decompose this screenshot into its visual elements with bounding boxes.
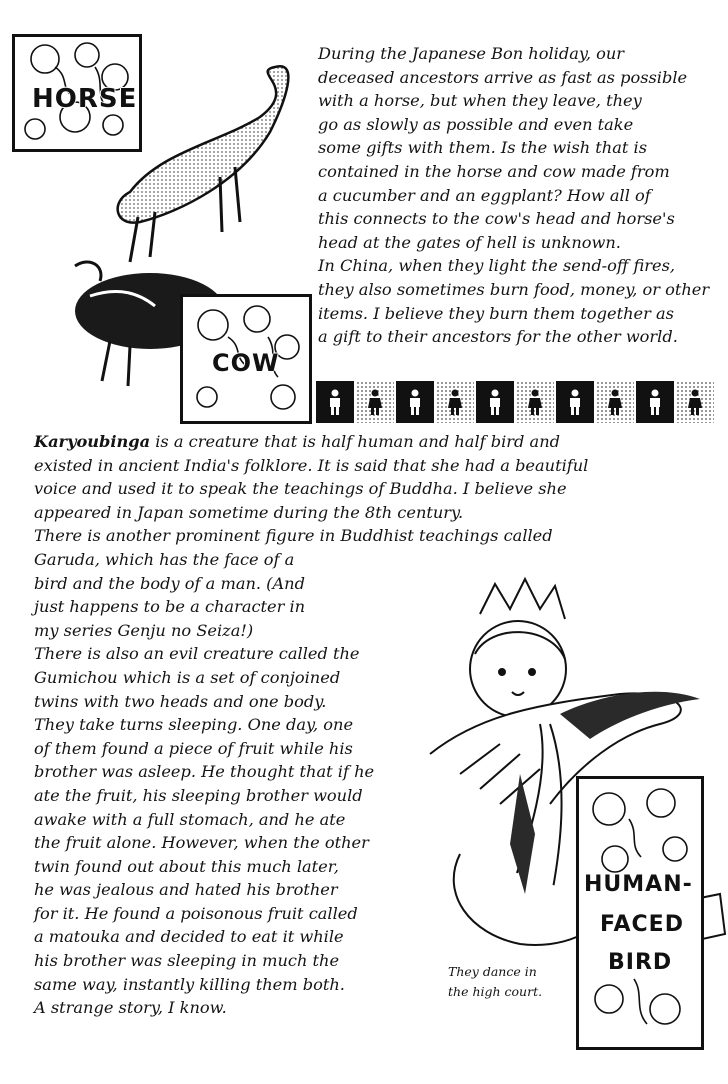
horse-label: HORSE bbox=[32, 84, 138, 114]
female-icon bbox=[686, 389, 704, 415]
female-icon bbox=[606, 389, 624, 415]
text-line: my series Genju no Seiza!) bbox=[34, 620, 254, 640]
bird-label-line-2: FACED bbox=[600, 912, 684, 937]
male-icon bbox=[407, 389, 423, 415]
caption-line: the high court. bbox=[448, 984, 543, 999]
text-line: Gumichou which is a set of conjoined bbox=[34, 667, 341, 687]
text-line: the fruit alone. However, when the other bbox=[34, 833, 369, 853]
female-icon bbox=[446, 389, 464, 415]
text-line: ate the fruit, his sleeping brother would bbox=[34, 785, 363, 805]
keyword: Karyoubinga bbox=[34, 432, 151, 451]
strip-cell bbox=[556, 381, 594, 423]
male-icon bbox=[567, 389, 583, 415]
text-line: During the Japanese Bon holiday, our bbox=[318, 44, 625, 63]
text-line: There is also an evil creature called the bbox=[34, 644, 360, 664]
cow-label: COW bbox=[212, 349, 280, 377]
text-line: bird and the body of a man. (And bbox=[34, 573, 305, 593]
text-line: A strange story, I know. bbox=[34, 998, 227, 1018]
text-line: he was jealous and hated his brother bbox=[34, 880, 338, 900]
male-icon bbox=[487, 389, 503, 415]
text-line: a gift to their ancestors for the other world. bbox=[318, 327, 678, 347]
text-line: They take turns sleeping. One day, one bbox=[34, 715, 354, 735]
text-line: voice and used it to speak the teachings of Buddha. I believe she bbox=[34, 479, 567, 499]
text-line: appeared in Japan sometime during the 8th century. bbox=[34, 502, 464, 522]
text-line: awake with a full stomach, and he ate bbox=[34, 809, 346, 829]
text-line: his brother was sleeping in much the bbox=[34, 951, 340, 971]
icon-strip-divider bbox=[316, 381, 720, 423]
text-line: existed in ancient India's folklore. It is said that she had a beautiful bbox=[34, 455, 589, 475]
text-line: items. I believe they burn them together as bbox=[318, 303, 674, 323]
strip-cell bbox=[596, 381, 634, 423]
text-line: of them found a piece of fruit while his bbox=[34, 738, 353, 758]
text-line: they also sometimes burn food, money, or other bbox=[318, 279, 710, 299]
strip-cell bbox=[636, 381, 674, 423]
bird-label-line-1: HUMAN- bbox=[584, 872, 693, 897]
bird-label-line-3: BIRD bbox=[608, 950, 673, 975]
caption-line: They dance in bbox=[448, 964, 537, 979]
text-line: same way, instantly killing them both. bbox=[34, 974, 345, 994]
text-line: a cucumber and an eggplant? How all of bbox=[318, 185, 651, 205]
female-icon bbox=[366, 389, 384, 415]
text-line: In China, when they light the send-off fires, bbox=[318, 256, 676, 276]
strip-cell bbox=[476, 381, 514, 423]
text-line: go as slowly as possible and even take bbox=[318, 114, 634, 134]
text-line: twins with two heads and one body. bbox=[34, 691, 327, 711]
bon-holiday-paragraph bbox=[318, 42, 718, 349]
text-line: deceased ancestors arrive as fast as possible bbox=[318, 67, 688, 87]
text-line: a matouka and decided to eat it while bbox=[34, 927, 344, 947]
strip-cell bbox=[356, 381, 394, 423]
strip-cell bbox=[396, 381, 434, 423]
strip-cell bbox=[676, 381, 714, 423]
text-line: for it. He found a poisonous fruit called bbox=[34, 903, 358, 923]
text-line: this connects to the cow's head and horse's bbox=[318, 209, 675, 229]
male-icon bbox=[327, 389, 343, 415]
text-line bbox=[34, 430, 594, 454]
dance-caption bbox=[448, 962, 542, 1002]
text-line: brother was asleep. He thought that if he bbox=[34, 762, 375, 782]
text-line: There is another prominent figure in Buddhist teachings called bbox=[34, 526, 553, 546]
text-line: twin found out about this much later, bbox=[34, 856, 339, 876]
text-line: just happens to be a character in bbox=[34, 597, 306, 617]
strip-cell bbox=[316, 381, 354, 423]
female-icon bbox=[526, 389, 544, 415]
strip-cell bbox=[516, 381, 554, 423]
text-line: contained in the horse and cow made from bbox=[318, 161, 670, 181]
text-line: Garuda, which has the face of a bbox=[34, 549, 295, 569]
text-line: with a horse, but when they leave, they bbox=[318, 91, 642, 111]
male-icon bbox=[647, 389, 663, 415]
strip-cell bbox=[436, 381, 474, 423]
text-line: some gifts with them. Is the wish that is bbox=[318, 138, 648, 158]
text-fragment: is a creature that is half human and half bird and bbox=[150, 432, 560, 451]
text-line: head at the gates of hell is unknown. bbox=[318, 232, 621, 252]
